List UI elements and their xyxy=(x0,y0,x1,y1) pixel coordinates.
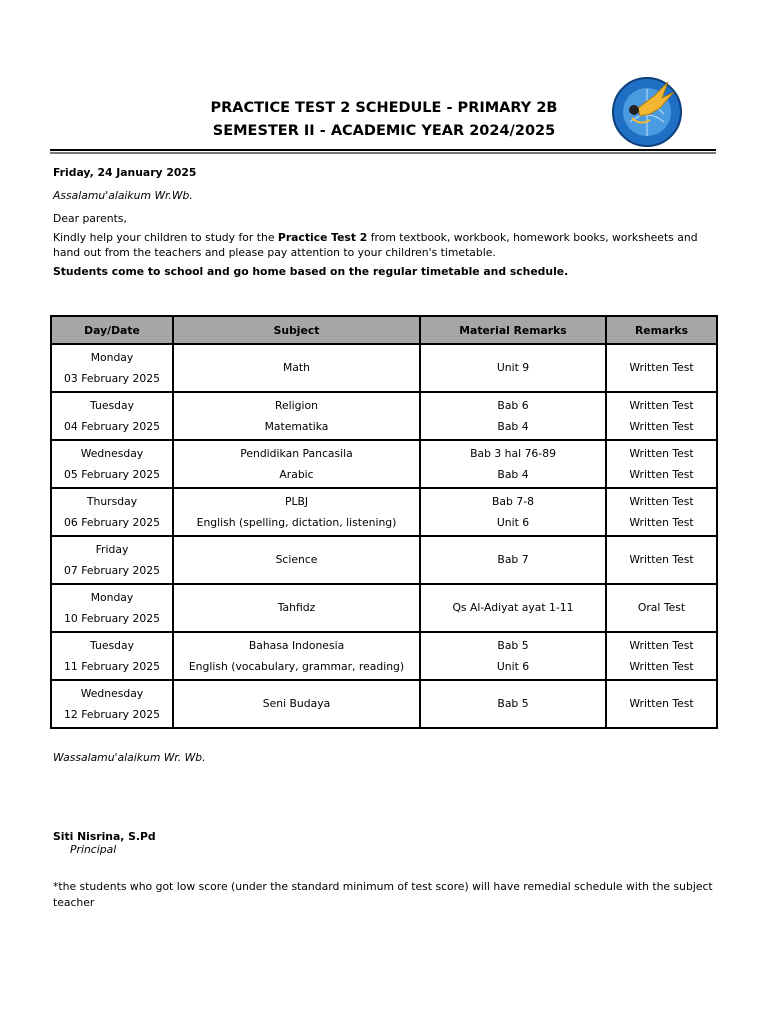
remark-text: Written Test xyxy=(629,420,694,433)
day-date-cell xyxy=(51,584,173,632)
header-day-date: Day/Date xyxy=(51,316,173,344)
school-logo xyxy=(610,74,684,148)
subject-text: Seni Budaya xyxy=(262,697,331,710)
table-row xyxy=(51,392,717,440)
title-line-2: SEMESTER II - ACADEMIC YEAR 2024/2025 xyxy=(212,123,556,139)
material-text: Bab 7-8 xyxy=(492,495,534,508)
material-text: Bab 7 xyxy=(497,553,529,566)
table-row xyxy=(51,440,717,488)
remark-text: Written Test xyxy=(629,516,694,529)
subject-text: Pendidikan Pancasila xyxy=(240,447,353,460)
material-cell xyxy=(420,536,606,584)
remark-cell xyxy=(606,392,717,440)
subject-text: Math xyxy=(282,361,310,374)
closing: Wassalamu'alaikum Wr. Wb. xyxy=(53,751,206,764)
subject-text: PLBJ xyxy=(284,495,309,508)
day-name: Monday xyxy=(90,591,134,604)
remark-text: Written Test xyxy=(629,660,694,673)
material-text: Qs Al-Adiyat ayat 1-11 xyxy=(452,601,574,614)
letter-date: Friday, 24 January 2025 xyxy=(53,166,197,179)
material-cell xyxy=(420,632,606,680)
day-name: Tuesday xyxy=(90,639,134,652)
day-name: Thursday xyxy=(86,495,138,508)
date-text: 05 February 2025 xyxy=(64,468,160,481)
greeting: Assalamu'alaikum Wr.Wb. xyxy=(53,189,193,202)
remark-cell xyxy=(606,680,717,728)
subject-cell xyxy=(173,344,420,392)
subject-text: Tahfidz xyxy=(277,601,316,614)
signatory-name: Siti Nisrina, S.Pd xyxy=(53,830,156,843)
remark-cell xyxy=(606,632,717,680)
subject-text: English (vocabulary, grammar, reading) xyxy=(188,660,405,673)
day-date-cell xyxy=(51,680,173,728)
day-name: Wednesday xyxy=(80,687,144,700)
table-row xyxy=(51,632,717,680)
day-name: Monday xyxy=(90,351,134,364)
date-text: 03 February 2025 xyxy=(64,372,160,385)
material-text: Bab 3 hal 76-89 xyxy=(470,447,556,460)
table-header-row xyxy=(51,316,717,344)
remark-text: Written Test xyxy=(629,399,694,412)
date-text: 06 February 2025 xyxy=(64,516,160,529)
subject-text: Matematika xyxy=(264,420,329,433)
header-remarks: Remarks xyxy=(606,316,717,344)
subject-text: Bahasa Indonesia xyxy=(248,639,345,652)
salutation: Dear parents, xyxy=(53,212,127,225)
subject-cell xyxy=(173,536,420,584)
material-text: Bab 4 xyxy=(497,468,529,481)
date-text: 10 February 2025 xyxy=(64,612,160,625)
material-text: Unit 6 xyxy=(496,660,530,673)
day-date-cell xyxy=(51,440,173,488)
remark-text: Oral Test xyxy=(637,601,686,614)
letter-body-start: Kindly help your children to study for the xyxy=(53,231,278,244)
header-divider xyxy=(50,149,716,155)
remark-text: Written Test xyxy=(629,468,694,481)
subject-cell xyxy=(173,680,420,728)
letter-body-emphasis: Practice Test 2 xyxy=(277,231,368,244)
material-text: Unit 6 xyxy=(496,516,530,529)
subject-cell xyxy=(173,392,420,440)
remark-text: Written Test xyxy=(629,447,694,460)
material-cell xyxy=(420,584,606,632)
material-text: Bab 5 xyxy=(497,639,529,652)
remark-cell xyxy=(606,440,717,488)
date-text: 12 February 2025 xyxy=(64,708,160,721)
subject-cell xyxy=(173,584,420,632)
remark-text: Written Test xyxy=(629,639,694,652)
material-cell xyxy=(420,392,606,440)
material-text: Bab 6 xyxy=(497,399,529,412)
subject-cell xyxy=(173,440,420,488)
material-text: Unit 9 xyxy=(496,361,530,374)
date-text: 04 February 2025 xyxy=(64,420,160,433)
subject-cell xyxy=(173,488,420,536)
subject-text: Science xyxy=(275,553,318,566)
material-cell xyxy=(420,680,606,728)
attendance-notice: Students come to school and go home based on the regular timetable and schedule. xyxy=(53,265,569,278)
subject-text: Arabic xyxy=(279,468,314,481)
subject-text: Religion xyxy=(275,399,318,412)
remark-text: Written Test xyxy=(629,361,694,374)
day-date-cell xyxy=(51,344,173,392)
day-date-cell xyxy=(51,392,173,440)
day-name: Tuesday xyxy=(90,399,134,412)
remark-cell xyxy=(606,536,717,584)
date-text: 11 February 2025 xyxy=(64,660,160,673)
letter-body-end: from textbook, workbook, homework books, worksheets and hand out from the teachers and please pay attention to your children's timetable. xyxy=(53,231,698,259)
header-material-remarks: Material Remarks xyxy=(420,316,606,344)
material-cell xyxy=(420,440,606,488)
material-cell xyxy=(420,344,606,392)
remark-cell xyxy=(606,584,717,632)
subject-text: English (spelling, dictation, listening) xyxy=(196,516,397,529)
table-row xyxy=(51,584,717,632)
material-text: Bab 5 xyxy=(497,697,529,710)
letter-body xyxy=(53,230,713,260)
table-row xyxy=(51,488,717,536)
day-date-cell xyxy=(51,632,173,680)
table-row xyxy=(51,344,717,392)
header-subject: Subject xyxy=(173,316,420,344)
material-cell xyxy=(420,488,606,536)
date-text: 07 February 2025 xyxy=(64,564,160,577)
title-line-1: PRACTICE TEST 2 SCHEDULE - PRIMARY 2B xyxy=(210,100,558,116)
schedule-table xyxy=(50,315,718,729)
remark-text: Written Test xyxy=(629,495,694,508)
material-text: Bab 4 xyxy=(497,420,529,433)
signatory-role: Principal xyxy=(70,843,117,856)
table-row xyxy=(51,680,717,728)
remark-cell xyxy=(606,344,717,392)
remark-cell xyxy=(606,488,717,536)
table-row xyxy=(51,536,717,584)
remedial-footnote: *the students who got low score (under the standard minimum of test score) will have remedial schedule with the subject teacher xyxy=(53,880,713,909)
day-date-cell xyxy=(51,488,173,536)
day-name: Wednesday xyxy=(80,447,144,460)
remark-text: Written Test xyxy=(629,697,694,710)
subject-cell xyxy=(173,632,420,680)
day-name: Friday xyxy=(95,543,129,556)
day-date-cell xyxy=(51,536,173,584)
remark-text: Written Test xyxy=(629,553,694,566)
